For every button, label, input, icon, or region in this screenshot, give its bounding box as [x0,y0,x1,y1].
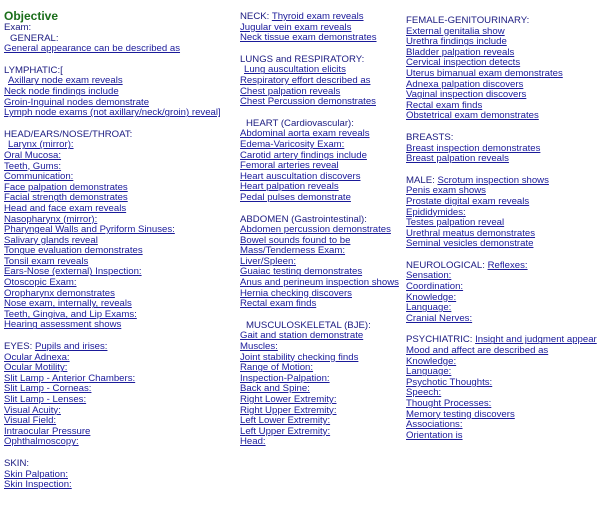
exam-link[interactable]: Jugular vein exam reveals [240,21,352,33]
exam-link[interactable]: Epididymides: [406,206,466,218]
page-title: Objective [4,9,59,23]
exam-link[interactable]: Psychotic Thoughts: [406,376,493,388]
exam-link[interactable]: Penis exam shows [406,185,486,197]
exam-link[interactable]: Bladder palpation reveals [406,46,515,58]
exam-link[interactable]: General appearance can be described as [4,43,181,55]
exam-link[interactable]: Teeth, Gums: [4,160,62,172]
exam-link[interactable]: Breast inspection demonstrates [406,142,541,154]
list-item [4,320,221,331]
section-header-male: MALE: [406,174,435,186]
exam-link[interactable]: Rectal exam finds [406,99,483,111]
exam-link[interactable]: Breast palpation reveals [406,153,509,165]
exam-link[interactable]: Cranial Nerves: [406,312,473,324]
exam-link[interactable]: Urethral meatus demonstrates [406,227,536,239]
exam-link[interactable]: Hearing assessment shows [4,319,122,331]
exam-link[interactable]: Thought Processes: [406,398,492,409]
section-header-heent: HEAD/EARS/NOSE/THROAT: [4,128,133,140]
exam-link[interactable]: Tonsil exam reveals [4,255,89,267]
list-item [240,97,399,108]
exam-link[interactable]: Pedal pulses demonstrate [240,191,351,203]
exam-link[interactable]: Abdomen percussion demonstrates [240,224,391,236]
section-abdomen [240,225,399,310]
exam-link[interactable]: Muscles: [240,341,278,353]
exam-link[interactable]: Knowledge: [406,291,457,303]
exam-link[interactable]: Nose exam, internally, reveals [4,298,132,310]
section-header-neuro: NEUROLOGICAL: [406,259,485,271]
section-header-female-gu: FEMALE-GENITOURINARY: [406,15,530,26]
exam-link[interactable]: Visual Field: [4,415,57,427]
exam-link[interactable]: Guaiac testing demonstrates [240,266,363,278]
section-header-heart: HEART (Cardiovascular): [246,117,354,129]
list-item [4,437,221,448]
exam-link[interactable]: Memory testing discovers [406,408,515,420]
section-header-psych: PSYCHIATRIC: [406,334,473,346]
exam-link[interactable]: Chest palpation reveals [240,85,341,97]
exam-link[interactable]: Bowel sounds found to be [240,234,351,246]
exam-link[interactable]: Neck node findings include [4,85,119,97]
exam-link[interactable]: Ophthalmoscopy: [4,436,79,448]
section-lungs [240,65,399,107]
list-item [406,239,597,250]
section-skin [4,470,221,491]
exam-link[interactable]: Tongue evaluation demonstrates [4,245,143,257]
exam-link[interactable]: Slit Lamp - Lenses: [4,394,87,405]
exam-link[interactable]: Neck tissue exam demonstrates [240,32,377,44]
section-header-eyes: EYES: [4,341,33,353]
exam-link[interactable]: Abdominal aorta exam reveals [240,128,370,140]
section-header-msk: MUSCULOSKELETAL (BJE): [246,319,371,331]
exam-link[interactable]: Urethra findings include [406,36,507,48]
exam-link[interactable]: Slit Lamp - Anterior Chambers: [4,372,136,384]
exam-link[interactable]: Visual Acuity: [4,404,61,416]
exam-link[interactable]: Language: [406,302,452,314]
section-eyes [4,353,221,448]
section-header-general: GENERAL: [10,32,59,44]
exam-link[interactable]: Prostate digital exam reveals [406,195,530,207]
exam-link[interactable]: Liver/Spleen: [240,255,296,267]
exam-link[interactable]: Chest Percussion demonstrates [240,96,376,108]
link-insight-judgment[interactable]: Insight and judgment appear [475,334,597,346]
exam-link[interactable]: Adnexa palpation discovers [406,78,524,90]
exam-link[interactable]: Knowledge: [406,355,457,367]
section-neck [240,23,399,44]
exam-link[interactable]: Oropharynx demonstrates [4,287,115,299]
exam-link[interactable]: Nasopharynx (mirror): [4,213,98,225]
exam-link[interactable]: Right Lower Extremity: [240,394,337,405]
exam-link[interactable]: Inspection-Palpation: [240,372,330,384]
list-item [406,431,597,442]
list-item [4,44,221,55]
exam-link[interactable]: Skin Inspection: [4,479,72,491]
exam-link[interactable]: Obstetrical exam demonstrates [406,110,539,122]
section-header-neck: NECK: [240,11,270,22]
section-neuro [406,271,597,324]
list-item [240,33,399,44]
exam-link[interactable]: Language: [406,366,452,378]
section-header-skin: SKIN: [4,457,30,469]
list-item [240,299,399,310]
section-heent [4,140,221,331]
section-header-lungs: LUNGS and RESPIRATORY: [240,53,365,65]
exam-link[interactable]: Ocular Adnexa: [4,351,70,363]
exam-link[interactable]: Orientation is [406,429,463,441]
exam-link[interactable]: Right Upper Extremity: [240,404,337,416]
exam-link[interactable]: Facial strength demonstrates [4,192,128,204]
exam-link[interactable]: Sensation: [406,270,452,282]
exam-link[interactable]: Lymph node exams (not axillary/neck/groin) reveal] [4,107,221,119]
exam-link[interactable]: Face palpation demonstrates [4,181,128,193]
exam-link[interactable]: Teeth, Gingiva, and Lip Exams: [4,308,137,320]
section-header-abdomen: ABDOMEN (Gastrointestinal): [240,213,367,225]
exam-link[interactable]: Ocular Motility: [4,362,68,374]
section-general [4,44,221,55]
exam-link[interactable]: Respiratory effort described as [240,74,371,86]
exam-link[interactable]: Cervical inspection detects [406,57,521,69]
list-item [406,111,597,122]
exam-link[interactable]: Anus and perineum inspection shows [240,277,399,289]
exam-link[interactable]: Seminal vesicles demonstrate [406,238,534,250]
exam-link[interactable]: Groin-Inguinal nodes demonstrate [4,96,150,108]
list-item [4,480,221,491]
exam-link[interactable]: External genitalia show [406,25,505,37]
exam-link[interactable]: Heart auscultation discovers [240,170,361,182]
exam-label: Exam: [4,22,32,33]
exam-link[interactable]: Hernia checking discovers [240,287,352,299]
list-item [406,154,597,165]
exam-link[interactable]: Slit Lamp - Corneas: [4,383,92,395]
exam-link[interactable]: Heart palpation reveals [240,181,339,193]
list-item [4,108,221,119]
exam-link[interactable]: Skin Palpation: [4,468,68,480]
link-thyroid-exam[interactable]: Thyroid exam reveals [271,11,364,22]
exam-link[interactable]: Head: [240,436,266,448]
exam-link[interactable]: Femoral arteries reveal [240,160,339,172]
column-left [4,10,221,491]
exam-link[interactable]: Vaginal inspection discovers [406,89,527,101]
section-header-breasts: BREASTS: [406,131,454,143]
exam-link[interactable]: Head and face exam reveals [4,202,127,214]
exam-link[interactable]: Uterus bimanual exam demonstrates [406,67,563,79]
exam-link[interactable]: Carotid artery findings include [240,149,367,161]
exam-link[interactable]: Joint stability checking finds [240,351,359,363]
link-pupils-irises[interactable]: Pupils and irises: [34,341,108,353]
exam-link[interactable]: Coordination: [406,281,464,293]
section-lymphatic [4,76,221,118]
exam-link[interactable]: Oral Mucosa: [4,149,62,161]
exam-link[interactable]: Otoscopic Exam: [4,277,77,289]
list-item [240,437,399,448]
exam-link[interactable]: Testes palpation reveal [406,217,505,229]
section-heart [240,129,399,203]
section-msk [240,331,399,448]
exam-link[interactable]: Intraocular Pressure [4,425,91,437]
section-header-lymphatic: LYMPHATIC:[ [4,64,63,76]
exam-link[interactable]: Communication: [4,171,74,183]
column-right [406,16,597,441]
exam-link[interactable]: Ears-Nose (external) Inspection: [4,266,142,278]
exam-link[interactable]: Left Upper Extremity: [240,425,331,437]
list-item [240,193,399,204]
list-item [406,314,597,325]
exam-link[interactable]: Speech: [406,387,442,399]
section-male [406,186,597,250]
exam-link[interactable]: Salivary glands reveal [4,234,98,246]
exam-link[interactable]: Pharyngeal Walls and Pyriform Sinuses: [4,224,175,236]
exam-link[interactable]: Rectal exam finds [240,298,317,310]
exam-link[interactable]: Lung auscultation elicits [244,64,346,76]
exam-link[interactable]: Axillary node exam reveals [8,75,123,87]
exam-link[interactable]: Back and Spine: [240,383,310,395]
exam-link[interactable]: Gait and station demonstrate [240,330,364,342]
section-psych [406,346,597,441]
column-middle [240,12,399,448]
exam-link[interactable]: Mass/Tenderness Exam: [240,245,346,257]
exam-link[interactable]: Larynx (mirror): [8,139,74,151]
exam-link[interactable]: Range of Motion: [240,362,314,374]
exam-link[interactable]: Associations: [406,419,463,431]
section-breasts [406,144,597,165]
section-female-gu [406,27,597,122]
link-scrotum-inspection[interactable]: Scrotum inspection shows [437,174,549,186]
exam-link[interactable]: Left Lower Extremity: [240,415,331,427]
exam-link[interactable]: Mood and affect are described as [406,345,549,357]
link-reflexes[interactable]: Reflexes: [487,259,528,271]
exam-link[interactable]: Edema-Varicosity Exam: [240,138,345,150]
